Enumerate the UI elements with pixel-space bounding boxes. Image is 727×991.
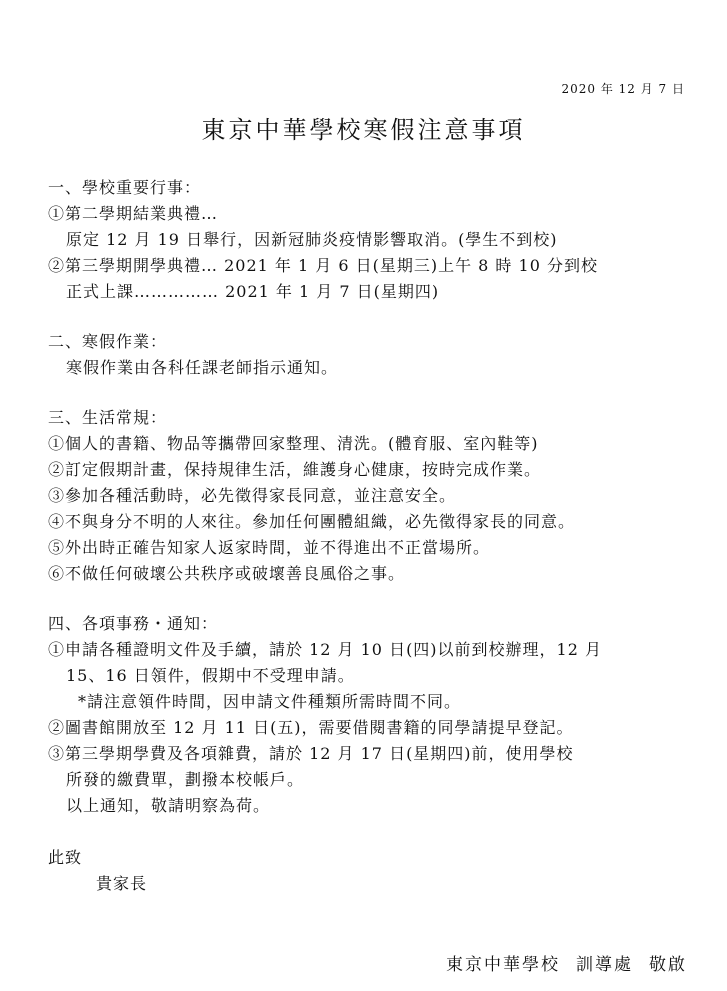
salutation: 此致 <box>48 848 83 867</box>
section-3-heading: 三、生活常規： <box>48 408 168 427</box>
section-1-item-2-continued: 正式上課…………… 2021 年 1 月 7 日(星期四) <box>66 282 440 301</box>
section-3-item: ④不與身分不明的人來往。參加任何團體組織，必先徵得家長的同意。 <box>48 512 576 531</box>
section-4-item-3: ③第三學期學費及各項雜費，請於 12 月 17 日(星期四)前，使用學校 <box>48 744 574 763</box>
section-1-heading: 一、學校重要行事： <box>48 178 202 197</box>
signature-office: 訓導處 <box>576 955 633 975</box>
signature <box>446 950 687 975</box>
section-3-item: ⑤外出時正確告知家人返家時間，並不得進出不正當場所。 <box>48 538 491 557</box>
addressee: 貴家長 <box>96 874 148 893</box>
section-4-item-1: ①申請各種證明文件及手續，請於 12 月 10 日(四)以前到校辦理，12 月 <box>48 640 602 659</box>
section-4-item-1-note: *請注意領件時間，因申請文件種類所需時間不同。 <box>78 692 462 711</box>
section-4-closing: 以上通知，敬請明察為荷。 <box>66 796 271 815</box>
section-3-item: ③參加各種活動時，必先徵得家長同意，並注意安全。 <box>48 486 457 505</box>
section-1-item-1-detail: 原定 12 月 19 日舉行，因新冠肺炎疫情影響取消。(學生不到校) <box>66 230 558 249</box>
section-4-item-1-continued: 15、16 日領件，假期中不受理申請。 <box>66 666 355 685</box>
section-4-heading: 四、各項事務・通知： <box>48 614 219 633</box>
section-1-item-2: ②第三學期開學典禮… 2021 年 1 月 6 日(星期三)上午 8 時 10 分到校 <box>48 256 598 275</box>
section-4-item-2: ②圖書館開放至 12 月 11 日(五)，需要借閱書籍的同學請提早登記。 <box>48 718 574 737</box>
signature-school: 東京中華學校 <box>446 955 560 975</box>
section-3-item: ①個人的書籍、物品等攜帶回家整理、清洗。(體育服、室內鞋等) <box>48 434 539 453</box>
notice-title: 東京中華學校寒假注意事項 <box>201 116 526 144</box>
section-1-item-1: ①第二學期結業典禮… <box>48 204 219 223</box>
notice-date: 2020 年 12 月 7 日 <box>561 82 685 96</box>
section-3-item: ②訂定假期計畫，保持規律生活，維護身心健康，按時完成作業。 <box>48 460 542 479</box>
signature-closing: 敬啟 <box>649 955 687 975</box>
section-2-body: 寒假作業由各科任課老師指示通知。 <box>66 358 339 377</box>
section-3-item: ⑥不做任何破壞公共秩序或破壞善良風俗之事。 <box>48 564 406 583</box>
section-2-heading: 二、寒假作業： <box>48 332 168 351</box>
section-4-item-3-continued: 所發的繳費單，劃撥本校帳戶。 <box>66 770 305 789</box>
